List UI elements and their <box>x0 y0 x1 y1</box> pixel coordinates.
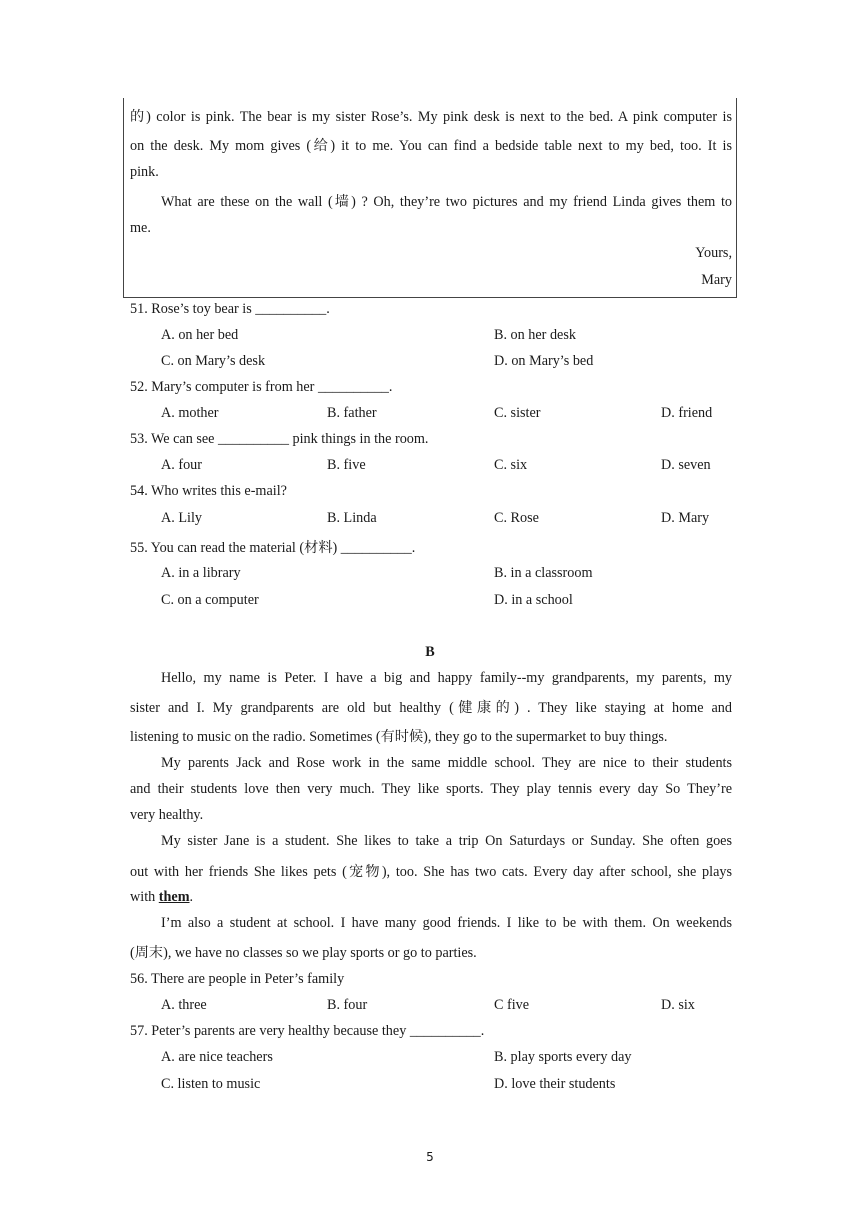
option: D. love their students <box>494 1076 616 1092</box>
option: D. six <box>661 997 695 1013</box>
option: C. six <box>494 457 528 473</box>
option: C. on a computer <box>161 592 259 608</box>
question-stem: 53. We can see __________ pink things in the room. <box>130 431 429 447</box>
question-stem: 51. Rose’s toy bear is __________. <box>130 301 330 317</box>
question-stem: 54. Who writes this e-mail? <box>130 483 287 499</box>
question-stem: 57. Peter’s parents are very healthy because they __________. <box>130 1023 485 1039</box>
page-number: 5 <box>426 1150 434 1164</box>
option: C. on Mary’s desk <box>161 353 266 369</box>
option: C five <box>494 997 530 1013</box>
question-stem: 52. Mary’s computer is from her __________. <box>130 379 393 395</box>
option: B. father <box>327 405 377 421</box>
option: A. three <box>161 997 207 1013</box>
passage-b-line: out with her friends She likes pets (宠物), too. She has two cats. Every day after school, she plays <box>130 864 732 880</box>
option: A. Lily <box>161 510 202 526</box>
passage-a-line: on the desk. My mom gives (给) it to me. You can find a bedside table next to my bed, too. It is <box>130 138 732 154</box>
passage-a-line: 的) color is pink. The bear is my sister Rose’s. My pink desk is next to the bed. A pink computer is <box>130 109 732 125</box>
option: D. seven <box>661 457 711 473</box>
passage-b-line: My sister Jane is a student. She likes to take a trip On Saturdays or Sunday. She often goes <box>161 833 732 849</box>
passage-b-line: sister and I. My grandparents are old but healthy (健康的) . They like staying at home and <box>130 700 732 716</box>
option: B. four <box>327 997 368 1013</box>
section-heading: B <box>425 644 435 660</box>
letter-signature: Mary <box>701 272 732 288</box>
option: C. listen to music <box>161 1076 261 1092</box>
question-stem: 56. There are people in Peter’s family <box>130 971 345 987</box>
passage-a-line: What are these on the wall (墙) ? Oh, they’re two pictures and my friend Linda gives them to <box>161 194 732 210</box>
option: D. in a school <box>494 592 573 608</box>
passage-b-line: I’m also a student at school. I have many good friends. I like to be with them. On weekends <box>161 915 732 931</box>
passage-a-line: pink. <box>130 164 159 180</box>
option: D. on Mary’s bed <box>494 353 594 369</box>
option: C. sister <box>494 405 541 421</box>
option: A. on her bed <box>161 327 239 343</box>
passage-b-line: listening to music on the radio. Sometimes (有时候), they go to the supermarket to buy things. <box>130 729 668 745</box>
passage-b-line: Hello, my name is Peter. I have a big and happy family--my grandparents, my parents, my <box>161 670 732 686</box>
passage-a-line: me. <box>130 220 151 236</box>
passage-b-line: My parents Jack and Rose work in the same middle school. They are nice to their students <box>161 755 732 771</box>
letter-closing: Yours, <box>695 245 732 261</box>
passage-b-text: with <box>130 889 159 905</box>
option: C. Rose <box>494 510 539 526</box>
option: D. friend <box>661 405 713 421</box>
passage-b-line: very healthy. <box>130 807 204 823</box>
option: D. Mary <box>661 510 710 526</box>
passage-b-line: and their students love then very much. They like sports. They play tennis every day So They’re <box>130 781 732 797</box>
passage-b-line <box>130 889 193 906</box>
option: A. in a library <box>161 565 241 581</box>
emphasized-word: them <box>158 889 190 905</box>
question-stem: 55. You can read the material (材料) __________. <box>130 540 416 556</box>
passage-b-line: (周末), we have no classes so we play sports or go to parties. <box>130 945 477 961</box>
option: B. in a classroom <box>494 565 593 581</box>
option: A. mother <box>161 405 219 421</box>
option: B. on her desk <box>494 327 576 343</box>
option: B. five <box>327 457 366 473</box>
option: A. four <box>161 457 202 473</box>
option: B. Linda <box>327 510 377 526</box>
option: A. are nice teachers <box>161 1049 273 1065</box>
option: B. play sports every day <box>494 1049 632 1065</box>
passage-b-text: . <box>189 889 194 905</box>
